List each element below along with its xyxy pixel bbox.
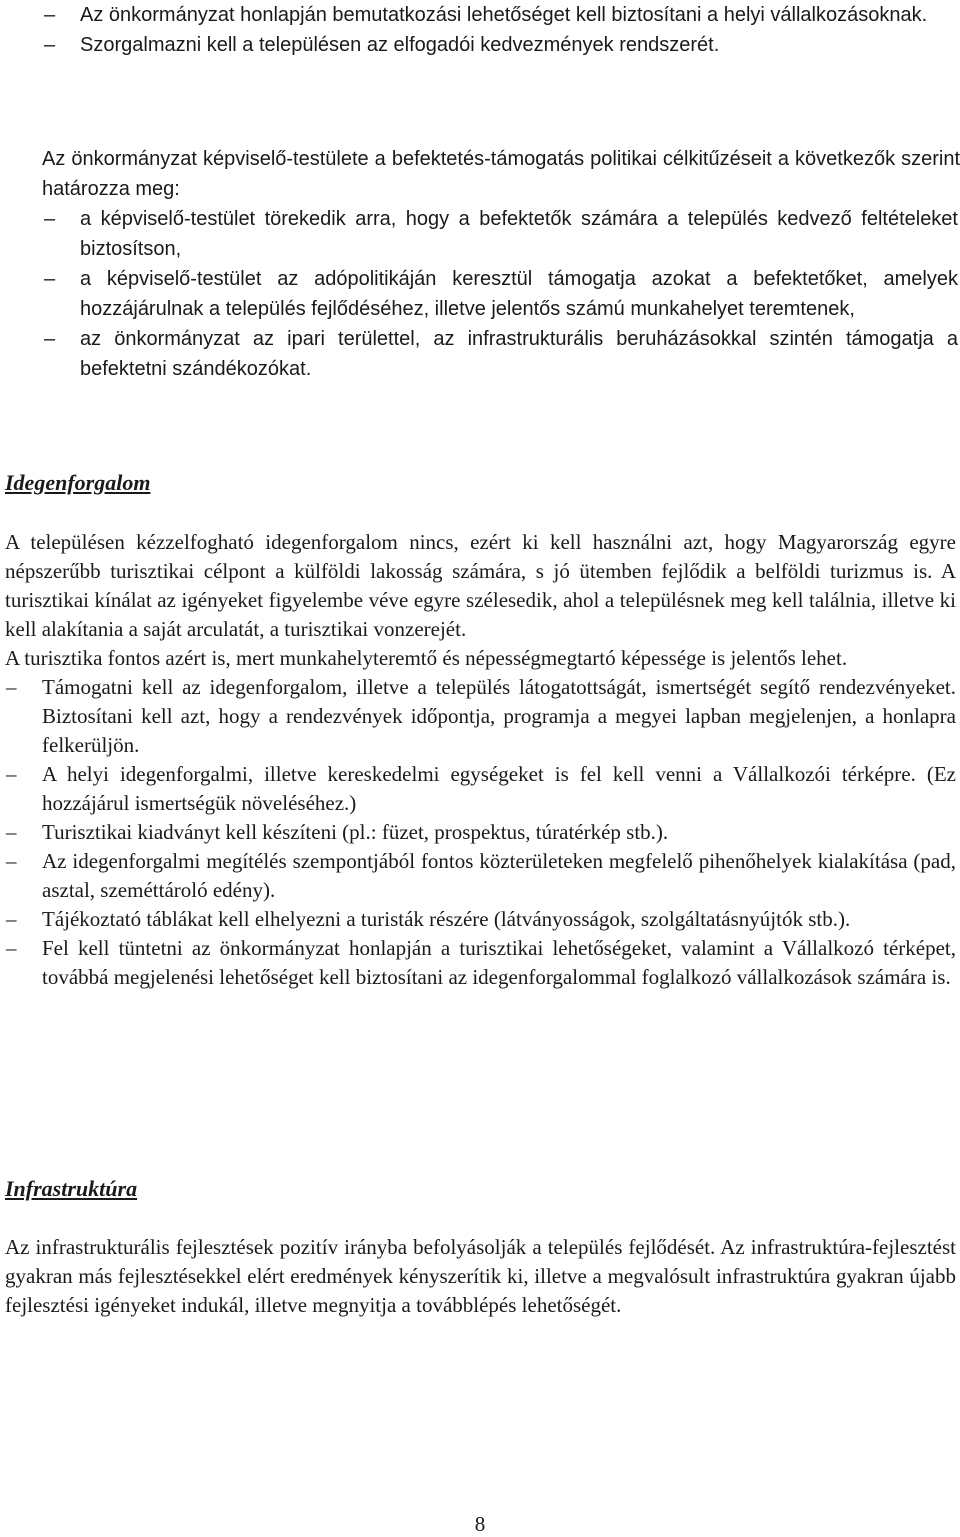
investment-section [0, 144, 960, 384]
list-item-text: Támogatni kell az idegenforgalom, illetve a település látogatottságát, ismertségét segítő rendezvényeket. Biztosítani kell azt, hogy a rendezvények időpontja, programja a megyei lapban megjelenjen, a honlapra felkerüljön. [42, 675, 956, 757]
dash-bullet-icon: – [44, 34, 56, 56]
list-item-text: Tájékoztató táblákat kell elhelyezni a turisták részére (látványosságok, szolgáltatásnyújtók stb.). [42, 907, 851, 931]
list-item [0, 934, 960, 992]
list-item-text: Az önkormányzat honlapján bemutatkozási lehetőséget kell biztosítani a helyi vállalkozásoknak. [80, 4, 928, 26]
list-item [0, 760, 960, 818]
infrastructure-body [0, 1233, 960, 1320]
list-item-text: Az idegenforgalmi megítélés szempontjából fontos közterületeken megfelelő pihenőhelyek kialakítása (pad, asztal, szeméttároló edény). [42, 849, 956, 902]
tourism-body [0, 528, 960, 992]
tourism-section [5, 470, 960, 496]
dash-bullet-icon: – [44, 4, 56, 26]
dash-bullet-icon: – [6, 907, 17, 931]
investment-intro: Az önkormányzat képviselő-testülete a befektetés-támogatás politikai célkitűzéseit a következők szerint határozza meg: [42, 148, 960, 200]
page-number: 8 [474, 1512, 486, 1536]
list-item-text: Szorgalmazni kell a településen az elfogadói kedvezmények rendszerét. [80, 34, 720, 56]
list-item [0, 673, 960, 760]
tourism-paragraph-2: A turisztika fontos azért is, mert munkahelyteremtő és népességmegtartó képessége is jelentős lehet. [5, 646, 848, 670]
top-bullet-list [0, 0, 960, 60]
list-item [0, 30, 960, 60]
dash-bullet-icon: – [44, 268, 56, 290]
dash-bullet-icon: – [44, 208, 56, 230]
list-item [0, 264, 960, 324]
dash-bullet-icon: – [6, 762, 17, 786]
dash-bullet-icon: – [6, 675, 17, 699]
tourism-paragraph-1: A településen kézzelfogható idegenforgalom nincs, ezért ki kell használni azt, hogy Magyarország egyre népszerűbb turisztikai célpont a külföldi lakosság számára, s jó ütemben fejlődik a belföldi turizmus is. A turisztikai kínálat az igényeket figyelembe véve egyre szélesedik, ahol a településnek meg kell találnia, illetve ki kell alakítania a saját arculatát, a turisztikai vonzerejét. [5, 530, 956, 641]
section-heading-tourism: Idegenforgalom [5, 470, 151, 495]
list-item-text: az önkormányzat az ipari területtel, az infrastrukturális beruházásokkal szintén támogatja a befektetni szándékozókat. [80, 328, 958, 380]
dash-bullet-icon: – [44, 328, 56, 350]
list-item-text: Fel kell tüntetni az önkormányzat honlapján a turisztikai lehetőségeket, valamint a Vállalkozó térképet, továbbá megjelenési lehetőséget kell biztosítani az idegenforgalommal foglalkozó vállalkozások számára is. [42, 936, 956, 989]
list-item-text: A helyi idegenforgalmi, illetve kereskedelmi egységeket is fel kell venni a Vállalkozói térképre. (Ez hozzájárul ismertségük növeléséhez.) [42, 762, 956, 815]
list-item-text: a képviselő-testület törekedik arra, hogy a befektetők számára a település kedvező feltételeket biztosítson, [80, 208, 958, 260]
list-item [0, 818, 960, 847]
list-item [0, 905, 960, 934]
infrastructure-section [5, 1176, 960, 1202]
list-item-text: a képviselő-testület az adópolitikáján keresztül támogatja azokat a befektetőket, amelyek hozzájárulnak a település fejlődéséhez, illetve jelentős számú munkahelyet teremtenek, [80, 268, 958, 320]
dash-bullet-icon: – [6, 849, 17, 873]
list-item [0, 0, 960, 30]
list-item [0, 324, 960, 384]
infrastructure-paragraph: Az infrastrukturális fejlesztések pozitív irányba befolyásolják a település fejlődését. Az infrastruktúra-fejlesztést gyakran más fejlesztésekkel elért eredmények kényszerítik ki, illetve a megvalósult infrastruktúra gyakran újabb fejlesztési igényeket indukál, illetve megnyitja a továbblépés lehetőségét. [5, 1235, 956, 1317]
dash-bullet-icon: – [6, 820, 17, 844]
list-item [0, 204, 960, 264]
list-item [0, 847, 960, 905]
section-heading-infrastructure: Infrastruktúra [5, 1176, 138, 1201]
list-item-text: Turisztikai kiadványt kell készíteni (pl.: füzet, prospektus, túratérkép stb.). [42, 820, 669, 844]
dash-bullet-icon: – [6, 936, 17, 960]
